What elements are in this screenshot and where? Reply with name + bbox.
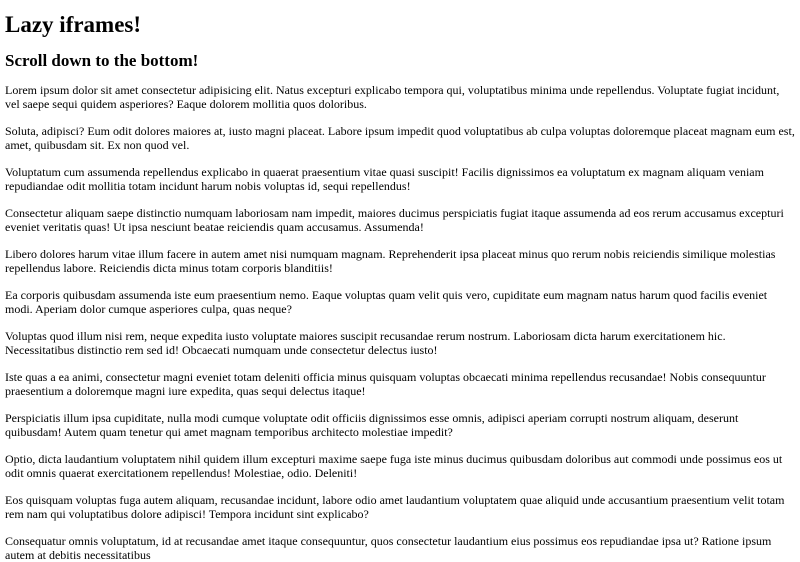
page-title: Lazy iframes! xyxy=(5,12,142,37)
paragraph-2: Soluta, adipisci? Eum odit dolores maiores at, iusto magni placeat. Labore ipsum impedit quod voluptatibus ab culpa voluptas doloremque placeat magnam eum est, amet, quibusdam sit. Ex non quod vel. xyxy=(5,123,795,153)
paragraph-6: Ea corporis quibusdam assumenda iste eum praesentium nemo. Eaque voluptas quam velit quis vero, cupiditate eum magnam natus harum quod facilis eveniet modi. Aperiam dolor cumque asperiores culpa, quas neque? xyxy=(5,287,768,317)
paragraph-9: Perspiciatis illum ipsa cupiditate, nulla modi cumque voluptate odit officiis dignissimos esse omnis, adipisci aperiam corrupti nostrum aliquam, deserunt quibusdam! Autem quam tenetur qui amet magnam temporibus architecto molestiae impedit? xyxy=(5,410,739,440)
paragraph-10: Optio, dicta laudantium voluptatem nihil quidem illum excepturi maxime saepe fuga iste minus ducimus quibusdam doloribus aut commodi unde possimus eos ut odit omnis quaerat exercitationem repellendus! Molestiae, odio. Deleniti! xyxy=(5,451,783,481)
paragraph-5: Libero dolores harum vitae illum facere in autem amet nisi numquam magnam. Reprehenderit ipsa placeat minus quo rerum nobis reiciendis similique molestias repellendus labore. Reiciendis dicta minus totam corporis blanditiis! xyxy=(5,246,776,276)
paragraph-3: Voluptatum cum assumenda repellendus explicabo in quaerat praesentium vitae quasi suscipit! Facilis dignissimos ea voluptatum ex magnam aliquam veniam repudiandae odit mollitia totam incidunt harum nobis voluptas id, sequi repellendus! xyxy=(5,164,764,194)
paragraph-11: Eos quisquam voluptas fuga autem aliquam, recusandae incidunt, labore odio amet laudantium voluptatem quae aliquid unde accusantium praesentium velit totam rem nam qui voluptatibus dolore adipisci! Tempora incidunt sint explicabo? xyxy=(5,492,785,522)
paragraph-12: Consequatur omnis voluptatum, id at recusandae amet itaque consequuntur, quos consectetur laudantium eius possimus eos repudiandae ipsa ut? Ratione ipsum autem at debitis necessitatibus xyxy=(5,533,772,562)
paragraph-8: Iste quas a ea animi, consectetur magni eveniet totam deleniti officia minus quisquam voluptas obcaecati minima repellendus recusandae! Nobis consequuntur praesentium a doloremque magni iure expedita, quas sequi delectus itaque! xyxy=(5,369,766,399)
page-subtitle: Scroll down to the bottom! xyxy=(5,51,199,71)
paragraph-4: Consectetur aliquam saepe distinctio numquam laboriosam nam impedit, maiores ducimus perspiciatis fugiat itaque assumenda ad eos rerum accusamus excepturi eveniet veritatis quas! Ut ipsa nesciunt beatae reiciendis quam accusamus. Assumenda! xyxy=(5,205,784,235)
page-content xyxy=(0,12,800,562)
paragraph-1: Lorem ipsum dolor sit amet consectetur adipisicing elit. Natus excepturi explicabo tempora qui, voluptatibus minima unde repellendus. Voluptate fugiat incidunt, vel saepe sequi quidem asperiores? Eaque dolorem mollitia quos doloribus. xyxy=(5,82,780,112)
paragraph-7: Voluptas quod illum nisi rem, neque expedita iusto voluptate maiores suscipit recusandae rerum nostrum. Laboriosam dicta harum exercitationem hic. Necessitatibus distinctio rem sed id! Obcaecati numquam unde consectetur delectus iusto! xyxy=(5,328,726,358)
